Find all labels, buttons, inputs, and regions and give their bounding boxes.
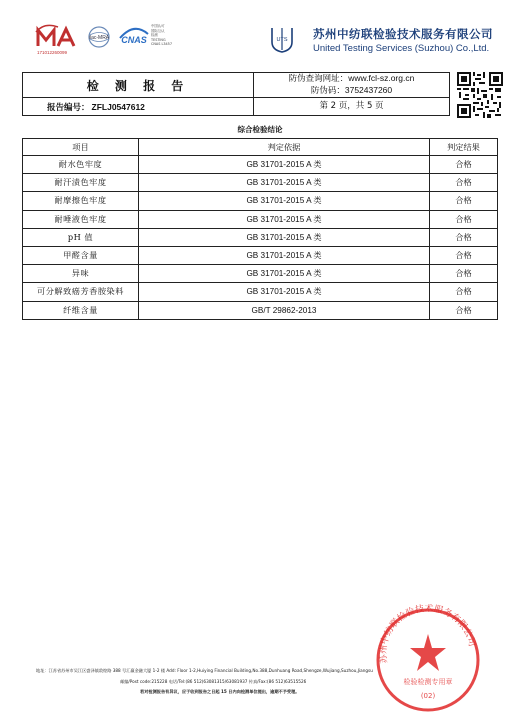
footer-address: 地址：江苏省苏州市吴江区盛泽镇敦煌路 388 号汇赢金融大厦 1-2 楼 Add: Floor 1-2,Huiying Financial Building,No.388,Dunhuang Road,Shengze,Wujiang,Suzhou,Jiangsu: [36, 668, 373, 673]
cell-result: 合格: [430, 228, 498, 246]
cell-basis: GB/T 29862-2013: [139, 301, 430, 319]
report-header-table: [22, 72, 450, 116]
cell-item: 耐汗渍色牢度: [23, 174, 139, 192]
seal-text: 苏州中纺联检验技术服务有限公司: [378, 604, 477, 664]
cell-basis: GB 31701-2015 A 类: [139, 246, 430, 264]
page-info: 第 2 页，共 5 页: [254, 98, 450, 116]
verify-site: [254, 73, 449, 85]
cell-result: 合格: [430, 301, 498, 319]
seal-inner: 检验检测专用章: [403, 678, 453, 686]
cell-basis: GB 31701-2015 A 类: [139, 192, 430, 210]
cnas-line: CNAS L3457: [151, 42, 172, 47]
col-header-basis: 判定依据: [139, 139, 430, 156]
report-number-label: 报告编号：: [47, 102, 90, 113]
table-row: [23, 301, 498, 319]
cell-basis: GB 31701-2015 A 类: [139, 210, 430, 228]
footer-contact: 邮编/Post code:215228 电话/Tel:(86 512)63081315/63081937 传真/Fax:(86 512)63515526: [120, 679, 307, 684]
company-name-en: United Testing Services (Suzhou) Co.,Ltd.: [313, 43, 490, 54]
uts-logo: [269, 24, 295, 54]
table-row: [23, 283, 498, 301]
cell-item: 耐唾液色牢度: [23, 210, 139, 228]
cma-logo: [34, 24, 80, 52]
qr-code: [457, 72, 503, 118]
table-row: [23, 210, 498, 228]
cell-result: 合格: [430, 246, 498, 264]
verify-site-label: 防伪查询网址：: [288, 74, 349, 84]
verify-info: [254, 73, 450, 98]
verify-code-value: 3752437260: [344, 85, 393, 95]
cnas-line: 国际互认: [151, 28, 165, 33]
results-table: [22, 138, 498, 320]
cnas-line: 中国认可: [151, 24, 165, 28]
ilac-label: ilac-MRA: [88, 35, 110, 41]
cell-item: 纤维含量: [23, 301, 139, 319]
cell-basis: GB 31701-2015 A 类: [139, 174, 430, 192]
verify-code: [254, 85, 449, 97]
ilac-mra-logo: [84, 26, 114, 48]
cnas-label: CNAS: [121, 35, 147, 45]
col-header-item: 项目: [23, 139, 139, 156]
cell-basis: GB 31701-2015 A 类: [139, 283, 430, 301]
company-name-cn: 苏州中纺联检验技术服务有限公司: [313, 27, 493, 41]
verify-code-label: 防伪码：: [310, 86, 345, 96]
cell-result: 合格: [430, 265, 498, 283]
cell-result: 合格: [430, 174, 498, 192]
cell-result: 合格: [430, 283, 498, 301]
report-number-value: ZFLJ0547612: [91, 101, 145, 112]
table-row: [23, 265, 498, 283]
cell-item: 耐水色牢度: [23, 156, 139, 174]
cell-result: 合格: [430, 192, 498, 210]
table-row: [23, 228, 498, 246]
col-header-result: 判定结果: [430, 139, 498, 156]
cell-item: pH 值: [23, 228, 139, 246]
table-header-row: [23, 139, 498, 156]
section-title: 综合检验结论: [237, 125, 283, 134]
cell-basis: GB 31701-2015 A 类: [139, 265, 430, 283]
cell-item: 耐摩擦色牢度: [23, 192, 139, 210]
cell-result: 合格: [430, 210, 498, 228]
uts-logo-label: UTS: [276, 37, 288, 43]
verify-site-value[interactable]: www.fcl-sz.org.cn: [348, 73, 415, 83]
official-seal: [372, 604, 484, 712]
table-row: [23, 192, 498, 210]
cnas-caption: [151, 24, 172, 47]
seal-code: (02): [420, 692, 436, 700]
cell-basis: GB 31701-2015 A 类: [139, 228, 430, 246]
report-number: [23, 98, 254, 116]
footer-notice: 若对检测报告有异议，应于收到报告之日起 15 日内向检测单位提出，逾期不予受理。: [140, 689, 300, 694]
table-row: [23, 156, 498, 174]
cma-number: 171012260099: [37, 50, 68, 55]
cnas-line: 检测: [151, 33, 158, 38]
cell-result: 合格: [430, 156, 498, 174]
table-row: [23, 246, 498, 264]
cell-basis: GB 31701-2015 A 类: [139, 156, 430, 174]
cell-item: 异味: [23, 265, 139, 283]
cell-item: 可分解致癌芳香胺染料: [23, 283, 139, 301]
cnas-line: TESTING: [151, 37, 166, 42]
cell-item: 甲醛含量: [23, 246, 139, 264]
table-row: [23, 174, 498, 192]
cnas-logo: [116, 24, 152, 50]
report-title: 检 测 报 告: [23, 73, 254, 98]
